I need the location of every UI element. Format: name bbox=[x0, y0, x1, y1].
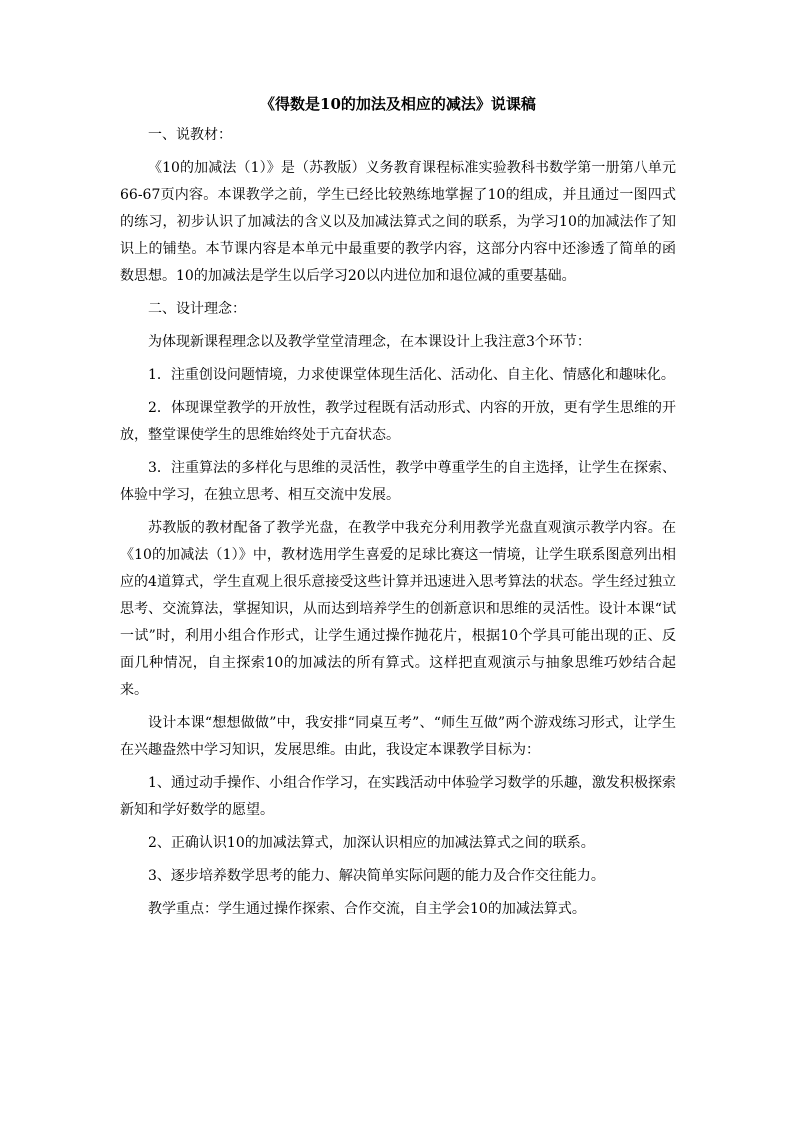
document-page bbox=[120, 92, 676, 929]
paragraph-goal-1: 1、通过动手操作、小组合作学习，在实践活动中体验学习数学的乐趣，激发积极探索新知和学好数学的愿望。 bbox=[120, 775, 676, 818]
paragraph-design-point-2: 2．体现课堂教学的开放性，教学过程既有活动形式、内容的开放，更有学生思维的开放，整堂课使学生的思维始终处于亢奋状态。 bbox=[120, 400, 676, 443]
section-heading-design: 二、设计理念： bbox=[148, 301, 246, 317]
paragraph-key-point: 教学重点：学生通过操作探索、合作交流，自主学会10的加减法算式。 bbox=[148, 901, 586, 917]
paragraph-goal-3: 3、逐步培养数学思考的能力、解决简单实际问题的能力及合作交往能力。 bbox=[148, 868, 605, 884]
paragraph-teaching-cd: 苏教版的教材配备了教学光盘，在教学中我充分利用教学光盘直观演示教学内容。在《10的加减法（1）》中，教材选用学生喜爱的足球比赛这一情境，让学生联系图意列出相应的4道算式，学生直观上很乐意接受这些计算并迅速进入思考算法的状态。学生经过独立思考、交流算法，掌握知识，从而达到培养学生的创新意识和思维的灵活性。设计本课“试一试”时，利用小组合作形式，让学生通过操作抛花片，根据10个学具可能出现的正、反面几种情况，自主探索10的加减法的所有算式。这样把直观演示与抽象思维巧妙结合起来。 bbox=[120, 520, 676, 698]
paragraph-design-point-1: 1．注重创设问题情境，力求使课堂体现生活化、活动化、自主化、情感化和趣味化。 bbox=[148, 367, 675, 383]
paragraph-design-intro: 为体现新课程理念以及教学堂堂清理念，在本课设计上我注意3个环节： bbox=[148, 334, 591, 350]
paragraph-design-point-3: 3．注重算法的多样化与思维的灵活性，教学中尊重学生的自主选择，让学生在探索、体验中学习，在独立思考、相互交流中发展。 bbox=[120, 460, 676, 503]
paragraph-textbook: 《10的加减法（1）》是（苏教版）义务教育课程标准实验教科书数学第一册第八单元66-67页内容。本课教学之前，学生已经比较熟练地掌握了10的组成，并且通过一图四式的练习，初步认识了加减法的含义以及加减法算式之间的联系，为学习10的加减法作了知识上的铺垫。本节课内容是本单元中最重要的教学内容，这部分内容中还渗透了简单的函数思想。10的加减法是学生以后学习20以内进位加和退位减的重要基础。 bbox=[120, 160, 676, 284]
document-title: 《得数是10的加法及相应的减法》说课稿 bbox=[260, 95, 536, 113]
section-heading-textbook: 一、说教材： bbox=[148, 127, 232, 143]
paragraph-goal-2: 2、正确认识10的加减法算式，加深认识相应的加减法算式之间的联系。 bbox=[148, 835, 595, 851]
paragraph-practice: 设计本课“想想做做”中，我安排“同桌互考”、“师生互做”两个游戏练习形式，让学生在兴趣盎然中学习知识，发展思维。由此，我设定本课教学目标为： bbox=[120, 715, 676, 758]
